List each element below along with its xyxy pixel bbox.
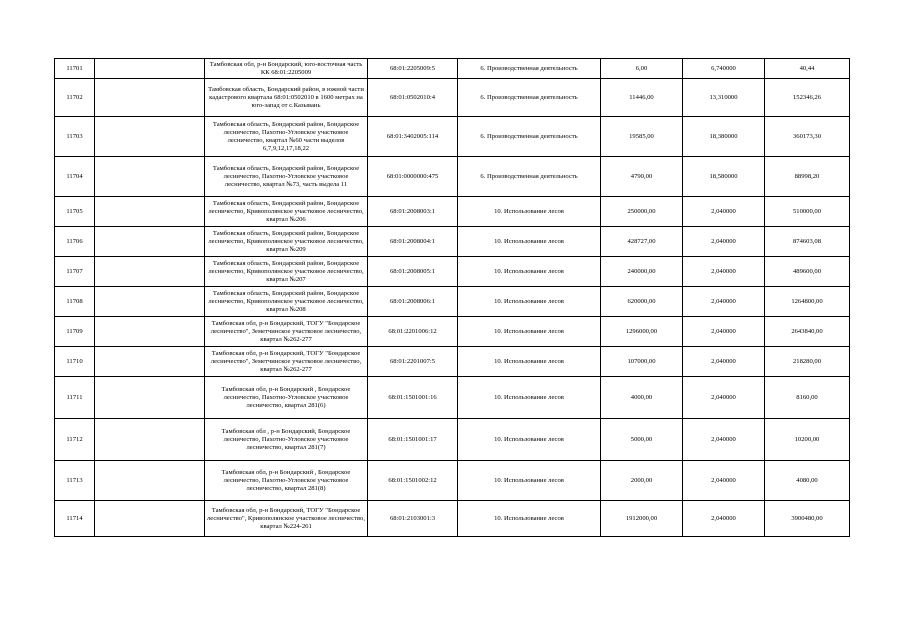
address-cell: Тамбовская обл, р-н Бондарский, ТОГУ "Бондарское лесничество", Кривополянское участковое лесничество, квартал №224-261 (205, 501, 368, 537)
blank-cell (95, 461, 205, 501)
permitted-use-cell: 10. Использование лесов (458, 197, 601, 227)
cadastral-number-cell: 68:01:3402005:114 (368, 117, 458, 157)
area-cell: 6,00 (601, 59, 683, 79)
table-row (55, 227, 850, 257)
blank-cell (95, 377, 205, 419)
row-number-cell: 11711 (55, 377, 95, 419)
table-row (55, 257, 850, 287)
blank-cell (95, 347, 205, 377)
table-row (55, 347, 850, 377)
area-cell: 2000,00 (601, 461, 683, 501)
row-number-cell: 11701 (55, 59, 95, 79)
row-number-cell: 11707 (55, 257, 95, 287)
address-cell: Тамбовская область, Бондарский район, Бондарское лесничество, Кривополянское участковое лесничество, квартал №207 (205, 257, 368, 287)
address-cell: Тамбовская область, Бондарский район, Бондарское лесничество, Пахотно-Угловское участковое лесничество, квартал №60 части выделов 6,7,9,12,17,18,22 (205, 117, 368, 157)
cadastral-number-cell: 68:01:2008006:1 (368, 287, 458, 317)
cadastral-number-cell: 68:01:0502010:4 (368, 79, 458, 117)
cadastral-number-cell: 68:01:2201006:12 (368, 317, 458, 347)
row-number-cell: 11705 (55, 197, 95, 227)
sum-cell: 874603,08 (765, 227, 850, 257)
row-number-cell: 11703 (55, 117, 95, 157)
rate-cell: 2,040000 (683, 461, 765, 501)
row-number-cell: 11702 (55, 79, 95, 117)
area-cell: 4000,00 (601, 377, 683, 419)
rate-cell: 6,740000 (683, 59, 765, 79)
rate-cell: 2,040000 (683, 287, 765, 317)
sum-cell: 1264800,00 (765, 287, 850, 317)
row-number-cell: 11706 (55, 227, 95, 257)
cadastral-number-cell: 68:01:1501002:12 (368, 461, 458, 501)
rate-cell: 2,040000 (683, 197, 765, 227)
row-number-cell: 11704 (55, 157, 95, 197)
address-cell: Тамбовская обл, р-н Бондарский, юго-восточная часть КК 68:01:2205009 (205, 59, 368, 79)
sum-cell: 218280,00 (765, 347, 850, 377)
sum-cell: 4080,00 (765, 461, 850, 501)
cadastral-number-cell: 68:01:2008004:1 (368, 227, 458, 257)
permitted-use-cell: 10. Использование лесов (458, 287, 601, 317)
address-cell: Тамбовская область, Бондарский район, Бондарское лесничество, Пахотно-Угловское участковое лесничество, квартал №73, часть выдела 11 (205, 157, 368, 197)
rate-cell: 2,040000 (683, 419, 765, 461)
table-row (55, 197, 850, 227)
address-cell: Тамбовская обл , р-н Бондарский, Бондарское лесничество, Пахотно-Угловское участковое лесничество, квартал 281(7) (205, 419, 368, 461)
blank-cell (95, 287, 205, 317)
permitted-use-cell: 10. Использование лесов (458, 347, 601, 377)
table-row (55, 377, 850, 419)
sum-cell: 10200,00 (765, 419, 850, 461)
sum-cell: 360173,30 (765, 117, 850, 157)
table-row (55, 79, 850, 117)
row-number-cell: 11708 (55, 287, 95, 317)
permitted-use-cell: 10. Использование лесов (458, 501, 601, 537)
sum-cell: 2643840,00 (765, 317, 850, 347)
area-cell: 250000,00 (601, 197, 683, 227)
rate-cell: 2,040000 (683, 317, 765, 347)
permitted-use-cell: 10. Использование лесов (458, 419, 601, 461)
land-registry-table (54, 58, 850, 537)
permitted-use-cell: 10. Использование лесов (458, 257, 601, 287)
address-cell: Тамбовская область, Бондарский район, Бондарское лесничество, Кривополянское участковое лесничество, квартал №209 (205, 227, 368, 257)
permitted-use-cell: 6. Производственная деятельность (458, 157, 601, 197)
permitted-use-cell: 6. Производственная деятельность (458, 59, 601, 79)
cadastral-number-cell: 68:01:2205009:5 (368, 59, 458, 79)
blank-cell (95, 79, 205, 117)
area-cell: 1912000,00 (601, 501, 683, 537)
sum-cell: 8160,00 (765, 377, 850, 419)
rate-cell: 2,040000 (683, 347, 765, 377)
cadastral-number-cell: 68:01:2008003:1 (368, 197, 458, 227)
table-row (55, 461, 850, 501)
rate-cell: 18,380000 (683, 117, 765, 157)
sum-cell: 3900480,00 (765, 501, 850, 537)
permitted-use-cell: 10. Использование лесов (458, 461, 601, 501)
row-number-cell: 11712 (55, 419, 95, 461)
area-cell: 4790,00 (601, 157, 683, 197)
address-cell: Тамбовская обл, р-н Бондарский , Бондарское лесничество, Пахотно-Угловское участковое лесничество, квартал 281(8) (205, 461, 368, 501)
rate-cell: 2,040000 (683, 501, 765, 537)
table-row (55, 117, 850, 157)
cadastral-number-cell: 68:01:2201007:5 (368, 347, 458, 377)
cadastral-number-cell: 68:01:1501001:16 (368, 377, 458, 419)
area-cell: 1296000,00 (601, 317, 683, 347)
area-cell: 107000,00 (601, 347, 683, 377)
blank-cell (95, 317, 205, 347)
table-row (55, 501, 850, 537)
rate-cell: 2,040000 (683, 377, 765, 419)
blank-cell (95, 227, 205, 257)
address-cell: Тамбовская обл, р-н Бондарский, ТОГУ "Бондарское лесничество", Земетчинское участковое лесничество, квартал №262-277 (205, 347, 368, 377)
cadastral-number-cell: 68:01:0000000:475 (368, 157, 458, 197)
rate-cell: 18,580000 (683, 157, 765, 197)
cadastral-number-cell: 68:01:2008005:1 (368, 257, 458, 287)
table-row (55, 157, 850, 197)
sum-cell: 510000,00 (765, 197, 850, 227)
table-row (55, 59, 850, 79)
cadastral-number-cell: 68:01:1501001:17 (368, 419, 458, 461)
sum-cell: 489600,00 (765, 257, 850, 287)
permitted-use-cell: 6. Производственная деятельность (458, 117, 601, 157)
address-cell: Тамбовская область, Бондарский район, в южной части кадастрового квартала 68:01:0502010 в 1600 метрах на юго-запад от с.Казывань (205, 79, 368, 117)
permitted-use-cell: 10. Использование лесов (458, 317, 601, 347)
address-cell: Тамбовская обл, р-н Бондарский, ТОГУ "Бондарское лесничество", Земетчинское участковое лесничество, квартал №262-277 (205, 317, 368, 347)
area-cell: 19585,00 (601, 117, 683, 157)
cadastral-number-cell: 68:01:2103001:3 (368, 501, 458, 537)
blank-cell (95, 59, 205, 79)
address-cell: Тамбовская область, Бондарский район, Бондарское лесничество, Кривополянское участковое лесничество, квартал №208 (205, 287, 368, 317)
table-body (55, 59, 850, 537)
blank-cell (95, 117, 205, 157)
blank-cell (95, 197, 205, 227)
permitted-use-cell: 10. Использование лесов (458, 377, 601, 419)
rate-cell: 2,040000 (683, 227, 765, 257)
table-row (55, 287, 850, 317)
rate-cell: 13,310000 (683, 79, 765, 117)
table-row (55, 317, 850, 347)
row-number-cell: 11710 (55, 347, 95, 377)
area-cell: 11446,00 (601, 79, 683, 117)
rate-cell: 2,040000 (683, 257, 765, 287)
row-number-cell: 11714 (55, 501, 95, 537)
permitted-use-cell: 6. Производственная деятельность (458, 79, 601, 117)
sum-cell: 40,44 (765, 59, 850, 79)
address-cell: Тамбовская область, Бондарский район, Бондарское лесничество, Кривополянское участковое лесничество, квартал №206 (205, 197, 368, 227)
area-cell: 240000,00 (601, 257, 683, 287)
area-cell: 428727,00 (601, 227, 683, 257)
blank-cell (95, 157, 205, 197)
sum-cell: 88998,20 (765, 157, 850, 197)
address-cell: Тамбовская обл, р-н Бондарский , Бондарское лесничество, Пахотно-Угловское участковое лесничество, квартал 281(6) (205, 377, 368, 419)
blank-cell (95, 501, 205, 537)
sum-cell: 152346,26 (765, 79, 850, 117)
row-number-cell: 11709 (55, 317, 95, 347)
blank-cell (95, 257, 205, 287)
permitted-use-cell: 10. Использование лесов (458, 227, 601, 257)
table-row (55, 419, 850, 461)
area-cell: 620000,00 (601, 287, 683, 317)
area-cell: 5000,00 (601, 419, 683, 461)
row-number-cell: 11713 (55, 461, 95, 501)
blank-cell (95, 419, 205, 461)
